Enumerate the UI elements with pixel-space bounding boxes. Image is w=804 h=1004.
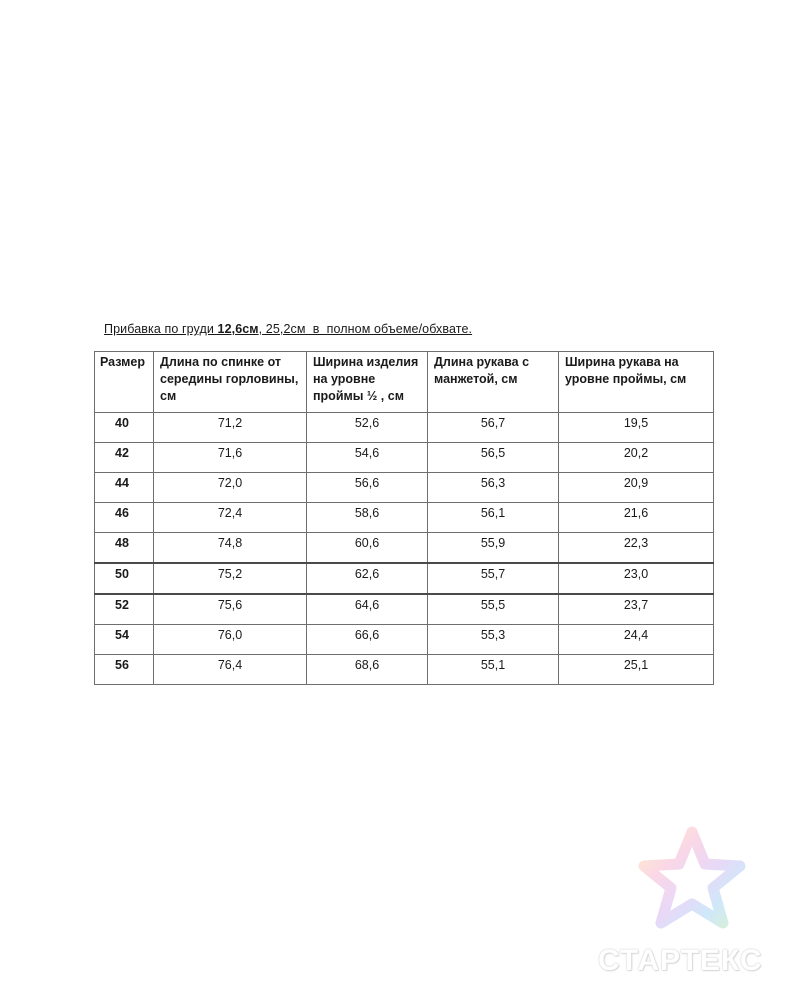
size-cell: 48 <box>95 533 154 564</box>
table-row <box>95 563 714 594</box>
header-size: Размер <box>95 352 154 413</box>
header-sleeve-width: Ширина рукава на уровне проймы, см <box>559 352 714 413</box>
armhole-width-cell: 64,6 <box>307 594 428 625</box>
table-row <box>95 443 714 473</box>
table-row <box>95 594 714 625</box>
sleeve-width-cell: 23,0 <box>559 563 714 594</box>
sleeve-width-cell: 24,4 <box>559 625 714 655</box>
size-cell: 42 <box>95 443 154 473</box>
sleeve-width-cell: 20,9 <box>559 473 714 503</box>
sleeve-width-cell: 22,3 <box>559 533 714 564</box>
size-cell: 52 <box>95 594 154 625</box>
table-row <box>95 625 714 655</box>
allowance-note-prefix: Прибавка по груди <box>104 322 218 336</box>
size-cell: 44 <box>95 473 154 503</box>
size-cell: 40 <box>95 413 154 443</box>
watermark-text: СТАРТЕКС <box>598 944 763 977</box>
armhole-width-cell: 52,6 <box>307 413 428 443</box>
header-sleeve-length: Длина рукава с манжетой, см <box>428 352 559 413</box>
size-cell: 50 <box>95 563 154 594</box>
sleeve-width-cell: 20,2 <box>559 443 714 473</box>
armhole-width-cell: 54,6 <box>307 443 428 473</box>
table-row <box>95 533 714 564</box>
header-armhole-width: Ширина изделия на уровне проймы ½ , см <box>307 352 428 413</box>
table-row <box>95 413 714 443</box>
back-length-cell: 76,4 <box>154 655 307 685</box>
sleeve-width-cell: 21,6 <box>559 503 714 533</box>
back-length-cell: 75,2 <box>154 563 307 594</box>
sleeve-length-cell: 56,3 <box>428 473 559 503</box>
sleeve-length-cell: 56,5 <box>428 443 559 473</box>
armhole-width-cell: 56,6 <box>307 473 428 503</box>
allowance-note <box>104 322 472 336</box>
star-logo-icon <box>636 826 748 930</box>
header-back-length: Длина по спинке от середины горловины, см <box>154 352 307 413</box>
size-cell: 56 <box>95 655 154 685</box>
back-length-cell: 76,0 <box>154 625 307 655</box>
sleeve-length-cell: 55,9 <box>428 533 559 564</box>
armhole-width-cell: 58,6 <box>307 503 428 533</box>
back-length-cell: 75,6 <box>154 594 307 625</box>
sleeve-width-cell: 25,1 <box>559 655 714 685</box>
sleeve-length-cell: 56,7 <box>428 413 559 443</box>
table-row <box>95 473 714 503</box>
allowance-note-suffix: , 25,2см в полном объеме/обхвате. <box>258 322 473 336</box>
sleeve-length-cell: 55,5 <box>428 594 559 625</box>
back-length-cell: 72,0 <box>154 473 307 503</box>
sleeve-length-cell: 55,1 <box>428 655 559 685</box>
back-length-cell: 74,8 <box>154 533 307 564</box>
armhole-width-cell: 66,6 <box>307 625 428 655</box>
armhole-width-cell: 68,6 <box>307 655 428 685</box>
armhole-width-cell: 60,6 <box>307 533 428 564</box>
back-length-cell: 71,6 <box>154 443 307 473</box>
sleeve-length-cell: 55,7 <box>428 563 559 594</box>
back-length-cell: 72,4 <box>154 503 307 533</box>
table-row <box>95 503 714 533</box>
sleeve-length-cell: 55,3 <box>428 625 559 655</box>
table-header-row <box>95 352 714 413</box>
allowance-note-bold: 12,6см <box>217 322 259 336</box>
sleeve-length-cell: 56,1 <box>428 503 559 533</box>
size-cell: 46 <box>95 503 154 533</box>
table-row <box>95 655 714 685</box>
armhole-width-cell: 62,6 <box>307 563 428 594</box>
sleeve-width-cell: 19,5 <box>559 413 714 443</box>
size-table <box>94 351 714 685</box>
sleeve-width-cell: 23,7 <box>559 594 714 625</box>
size-cell: 54 <box>95 625 154 655</box>
back-length-cell: 71,2 <box>154 413 307 443</box>
